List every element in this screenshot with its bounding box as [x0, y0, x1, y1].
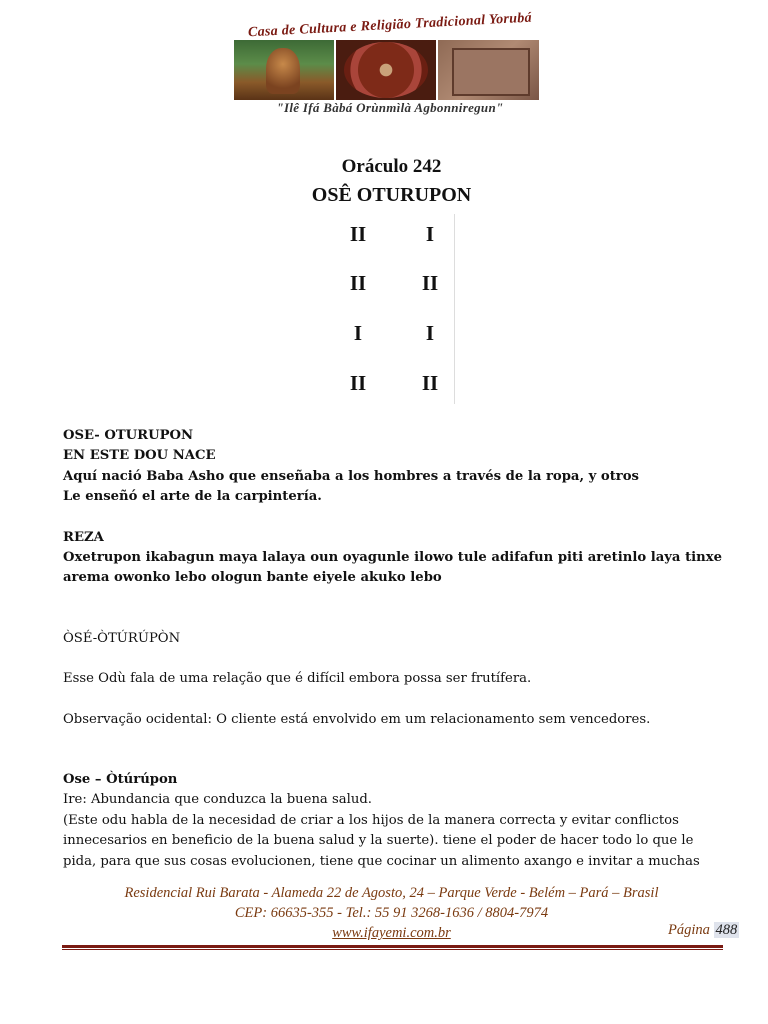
reza-label: REZA: [63, 529, 104, 545]
page-number-value: 488: [715, 922, 738, 938]
paragraph-line: (Este odu habla de la necesidad de criar a los hijos de la manera correcta y evitar conflictos: [63, 812, 679, 828]
page-number: [668, 922, 739, 939]
paragraph: Esse Odù fala de uma relação que é difícil embora possa ser frutífera.: [63, 671, 532, 687]
reza-line: arema owonko lebo ologun bante eiyele akuko lebo: [63, 570, 442, 586]
header-banner: [190, 10, 590, 115]
sign-row: [330, 371, 454, 399]
footer-contact: CEP: 66635-355 - Tel.: 55 91 3268-1636 / 8804-7974: [234, 905, 549, 921]
footer-address: Residencial Rui Barata - Alameda 22 de Agosto, 24 – Parque Verde - Belém – Pará – Brasil: [124, 885, 659, 901]
paragraph: Observação ocidental: O cliente está envolvido em um relacionamento sem vencedores.: [63, 711, 651, 727]
website-link[interactable]: www.ifayemi.com.br: [332, 925, 451, 941]
sign-right: II: [421, 371, 439, 395]
document-body: [63, 426, 723, 872]
sign-row: [330, 271, 454, 299]
sign-right: I: [425, 222, 435, 246]
sign-row: [330, 222, 454, 250]
footer-rule-thin: [62, 949, 723, 950]
page-footer: [0, 883, 768, 943]
sign-left: II: [349, 222, 367, 246]
sign-left: I: [353, 321, 363, 345]
sign-left: II: [349, 271, 367, 295]
oracle-number: Oráculo 242: [341, 156, 442, 177]
statue-image: [234, 40, 334, 100]
paragraph-line: pida, para que sus cosas evolucionen, tiene que cocinar un alimento axango e invitar a muchas: [63, 853, 700, 869]
section-subheading: EN ESTE DOU NACE: [63, 448, 216, 464]
sign-right: II: [421, 271, 439, 295]
paragraph-line: Ire: Abundancia que conduzca la buena salud.: [63, 792, 372, 808]
banner-title: Casa de Cultura e Religião Tradicional Yorubá: [247, 10, 533, 41]
oracle-name: OSÊ OTURUPON: [311, 184, 472, 206]
footer-rule: [62, 945, 723, 948]
reza-line: Oxetrupon ikabagun maya lalaya oun oyagunle ilowo tule adifafun piti aretinlo laya tinxe: [63, 550, 723, 566]
paragraph-line: Le enseñó el arte de la carpintería.: [63, 489, 322, 505]
cloth-image: [438, 40, 539, 100]
section-title: ÒSÉ-ÒTÚRÚPÒN: [63, 630, 181, 646]
sign-right: I: [425, 321, 435, 345]
banner-subtitle: "Ilê Ifá Bàbá Orùnmìlà Agbonniregun": [276, 100, 504, 115]
paragraph-line: Aquí nació Baba Asho que enseñaba a los hombres a través de la ropa, y otros: [63, 468, 639, 484]
divination-plate-image: [336, 40, 436, 100]
odu-signs: [330, 214, 455, 404]
sign-row: [330, 321, 454, 349]
banner-images: [234, 40, 539, 100]
section-title: Ose – Òtúrúpon: [63, 772, 178, 788]
sign-left: II: [349, 371, 367, 395]
paragraph-line: innecesarios en beneficio de la buena salud y la suerte). tiene el poder de hacer todo lo que le: [63, 833, 694, 849]
section-heading: OSE- OTURUPON: [63, 428, 194, 443]
page-label: Página: [668, 922, 710, 938]
